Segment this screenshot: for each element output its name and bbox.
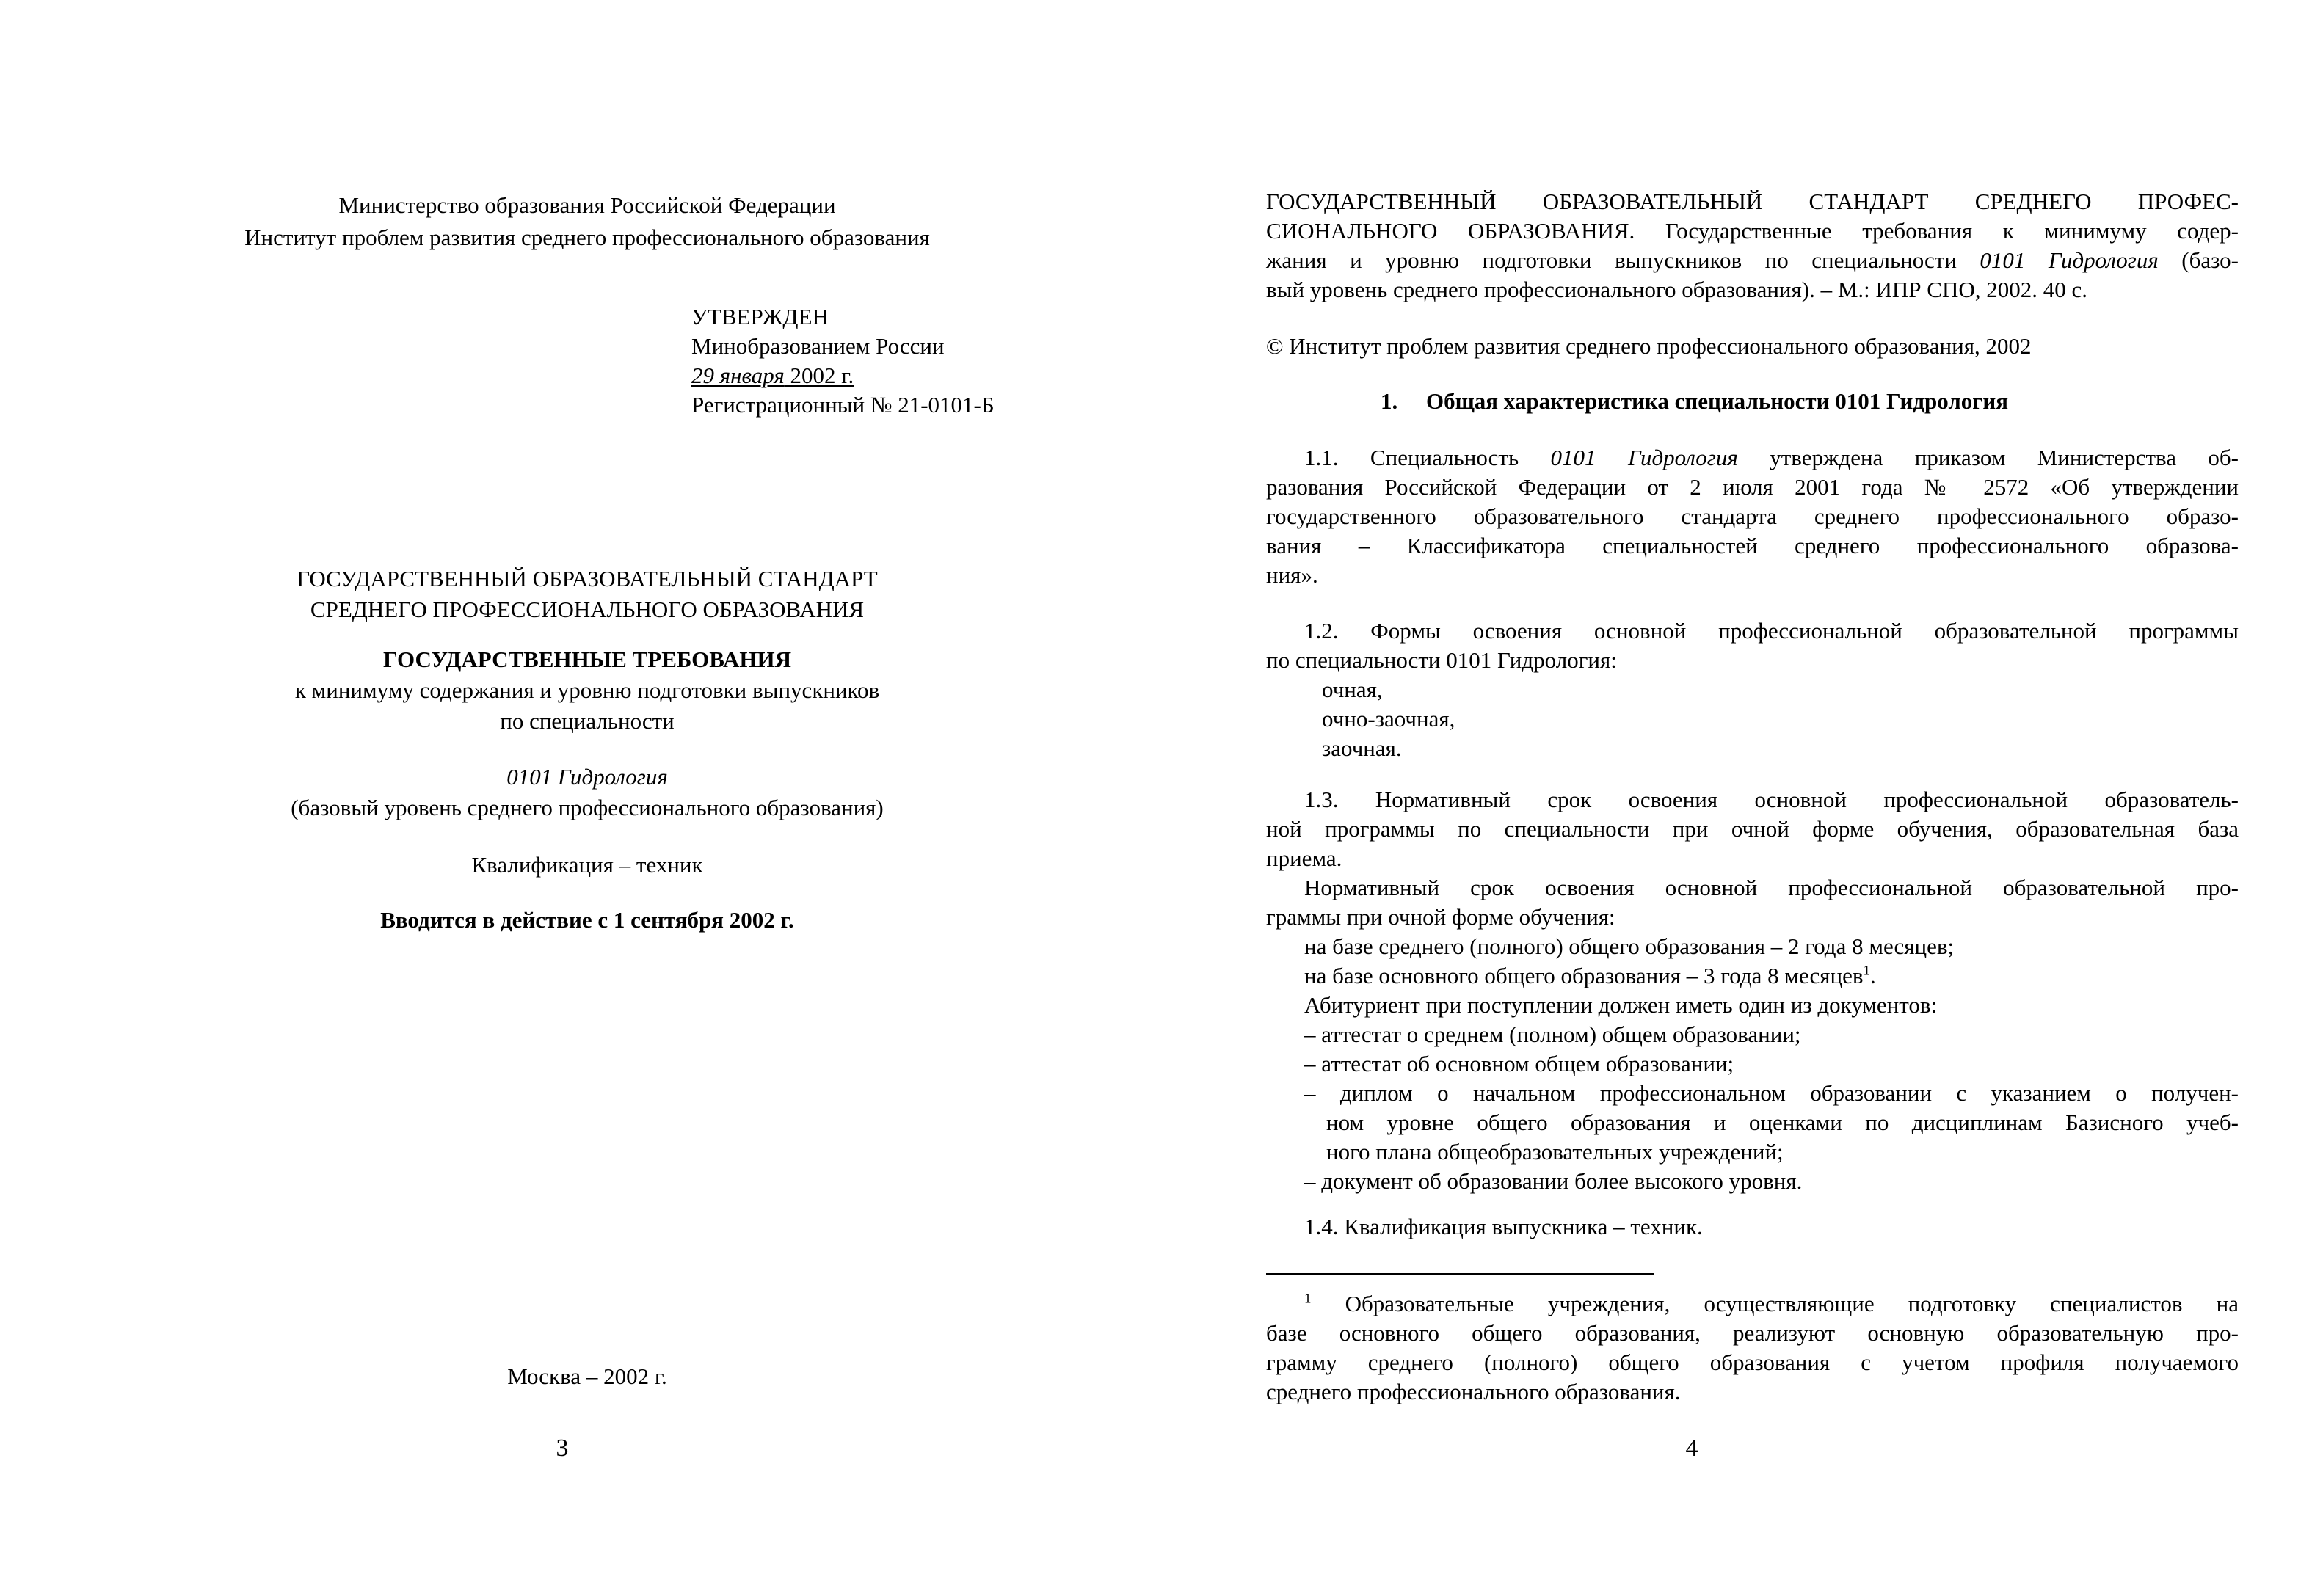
footnote-line-1 — [1266, 1289, 2239, 1319]
p11-line-2: разования Российской Федерации от 2 июля 2001 года № 2572 «Об утверждении — [1266, 474, 2239, 500]
biblio-specialty: 0101 Гидрология — [1980, 247, 2159, 273]
approval-date — [691, 361, 995, 390]
p13-line-3: приема. — [1266, 845, 1342, 871]
p13-line-6: на базе среднего (полного) общего образования – 2 года 8 месяцев; — [1304, 933, 1955, 959]
p13-line-7-text: на базе основного общего образования – 3 года 8 месяцев — [1304, 963, 1864, 988]
document-list-item: – документ об образовании более высокого уровня. — [1304, 1168, 1803, 1194]
specialty-block — [110, 762, 1064, 823]
requirements-line-1: к минимуму содержания и уровню подготовки выпускников — [294, 677, 880, 703]
biblio-line-4: вый уровень среднего профессионального образования). – М.: ИПР СПО, 2002. 40 с. — [1266, 277, 2087, 302]
p13-line-8: Абитуриент при поступлении должен иметь один из документов: — [1304, 992, 1938, 1018]
section-title: Общая характеристика специальности 0101 Гидрология — [1426, 388, 2008, 414]
ministry-name: Министерство образования Российской Федерации — [338, 192, 836, 218]
standard-title-line-1: ГОСУДАРСТВЕННЫЙ ОБРАЗОВАТЕЛЬНЫЙ СТАНДАРТ — [297, 566, 878, 591]
specialty-name: 0101 Гидрология — [506, 764, 668, 790]
requirements-block — [110, 644, 1064, 737]
footnote-separator — [1266, 1273, 1654, 1275]
p13-line-5: граммы при очной форме обучения: — [1266, 904, 1615, 930]
p13-line-2: ной программы по специальности при очной форме обучения, образовательная база — [1266, 816, 2239, 842]
specialty-level: (базовый уровень среднего профессионального образования) — [291, 795, 884, 820]
p13-line-7 — [1266, 961, 2239, 991]
registration-number: Регистрационный № 21-0101-Б — [691, 392, 995, 418]
document-list-item: – диплом о начальном профессиональном образовании с указанием о получен- — [1304, 1080, 2239, 1106]
study-form-item: заочная. — [1322, 735, 1402, 761]
requirements-title: ГОСУДАРСТВЕННЫЕ ТРЕБОВАНИЯ — [383, 646, 791, 672]
footnote — [1266, 1289, 2239, 1407]
effective-date: Вводится в действие с 1 сентября 2002 г. — [380, 907, 794, 933]
right-page — [1156, 0, 2312, 1596]
biblio-line-3-start: жания и уровню подготовки выпускников по специальности — [1266, 247, 1980, 273]
document-list-item: – аттестат об основном общем образовании; — [1304, 1051, 1734, 1076]
p11-line-1 — [1266, 443, 2239, 473]
p11-line-5: ния». — [1266, 562, 1318, 588]
footnote-line-2: базе основного общего образования, реализуют основную образовательную про- — [1266, 1320, 2239, 1346]
p11-line-3: государственного образовательного стандарта среднего профессионального образо- — [1266, 503, 2239, 529]
biblio-line-3 — [1266, 246, 2239, 275]
p12-line-1: 1.2. Формы освоения основной профессиональной образовательной программы — [1304, 618, 2239, 644]
document-list-item-continued: ном уровне общего образования и оценками по дисциплинам Базисного учеб- — [1326, 1109, 2239, 1135]
paragraph-1-2 — [1266, 616, 2239, 763]
section-number: 1. — [1381, 388, 1398, 414]
p13-line-1: 1.3. Нормативный срок освоения основной профессиональной образователь- — [1304, 787, 2239, 812]
approval-authority: Минобразованием России — [691, 333, 945, 359]
footnote-mark: 1 — [1304, 1291, 1312, 1307]
bibliographic-reference — [1266, 187, 2239, 305]
city-year: Москва – 2002 г. — [507, 1363, 667, 1389]
paragraph-1-3 — [1266, 785, 2239, 1196]
paragraph-1-4: 1.4. Квалификация выпускника – техник. — [1304, 1214, 1703, 1239]
biblio-line-3-end: (базо- — [2158, 247, 2239, 273]
p13-line-4: Нормативный срок освоения основной профессиональной образовательной про- — [1304, 875, 2239, 900]
document-list-item-continued: ного плана общеобразовательных учреждений; — [1326, 1139, 1784, 1165]
study-form-item: очная, — [1322, 677, 1383, 702]
institute-name: Институт проблем развития среднего профессионального образования — [244, 225, 930, 250]
approval-block — [691, 302, 995, 420]
p11-line-1-start: 1.1. Специальность — [1304, 445, 1551, 470]
p11-line-4: вания – Классификатора специальностей среднего профессионального образова- — [1266, 533, 2239, 558]
p13-line-7-end: . — [1870, 963, 1876, 988]
footnote-reference: 1 — [1863, 963, 1871, 979]
page-number-left: 3 — [556, 1435, 569, 1462]
biblio-line-2: СИОНАЛЬНОГО ОБРАЗОВАНИЯ. Государственные требования к минимуму содер- — [1266, 218, 2239, 244]
footnote-line-1-text: Образовательные учреждения, осуществляющие подготовку специалистов на — [1311, 1291, 2239, 1316]
ministry-header — [110, 189, 1064, 254]
approval-date-day: 29 января — [691, 362, 785, 388]
qualification: Квалификация – техник — [471, 852, 703, 878]
requirements-line-2: по специальности — [500, 708, 675, 734]
study-form-item: очно-заочная, — [1322, 706, 1455, 732]
standard-title — [110, 564, 1064, 625]
paragraph-1-1 — [1266, 443, 2239, 590]
footnote-line-4: среднего профессионального образования. — [1266, 1379, 1681, 1404]
p11-line-1-end: утверждена приказом Министерства об- — [1737, 445, 2239, 470]
footnote-line-3: грамму среднего (полного) общего образования с учетом профиля получаемого — [1266, 1349, 2239, 1375]
page-number-right: 4 — [1685, 1435, 1698, 1462]
document-list-item: – аттестат о среднем (полном) общем образовании; — [1304, 1021, 1801, 1047]
copyright-notice: © Институт проблем развития среднего профессионального образования, 2002 — [1266, 333, 2032, 359]
approval-status: УТВЕРЖДЕН — [691, 304, 829, 329]
p12-line-2: по специальности 0101 Гидрология: — [1266, 647, 1617, 673]
biblio-line-1: ГОСУДАРСТВЕННЫЙ ОБРАЗОВАТЕЛЬНЫЙ СТАНДАРТ СРЕДНЕГО ПРОФЕС- — [1266, 189, 2239, 214]
standard-title-line-2: СРЕДНЕГО ПРОФЕССИОНАЛЬНОГО ОБРАЗОВАНИЯ — [310, 597, 865, 622]
p11-specialty: 0101 Гидрология — [1550, 445, 1738, 470]
approval-date-year: 2002 г. — [784, 362, 854, 388]
